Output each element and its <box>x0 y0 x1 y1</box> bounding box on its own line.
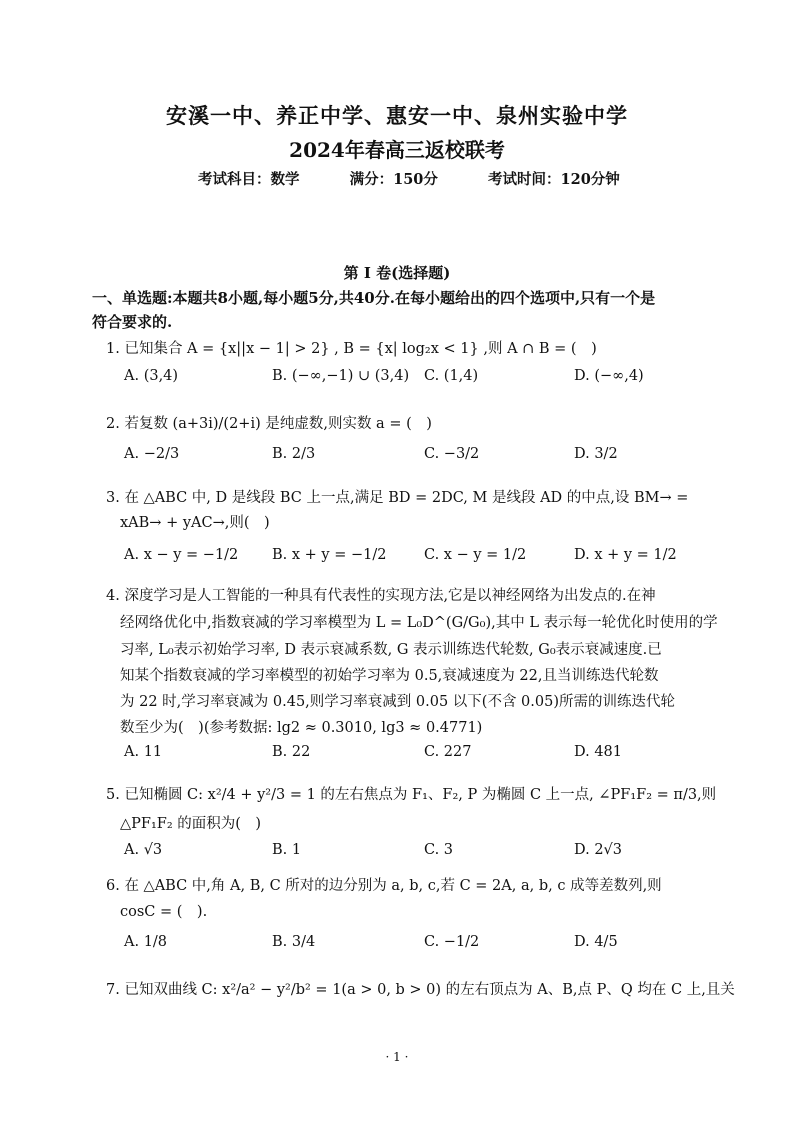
question-4-stem-3: 习率, L₀表示初始学习率, D 表示衰减系数, G 表示训练迭代轮数, G₀表示衰减速度.已 <box>120 642 662 658</box>
question-4-option-a: A. 11 <box>124 744 163 760</box>
question-3-stem: 3. 在 △ABC 中, D 是线段 BC 上一点,满足 BD = 2DC, M 是线段 AD 的中点,设 BM→ = <box>106 490 689 506</box>
question-4-stem-1: 4. 深度学习是人工智能的一种具有代表性的实现方法,它是以神经网络为出发点的.在神 <box>106 588 656 604</box>
question-5-option-c: C. 3 <box>424 842 454 858</box>
question-3-option-d: D. x + y = 1/2 <box>574 547 677 563</box>
question-1-option-b: B. (−∞,−1) ∪ (3,4) <box>272 368 410 384</box>
section-heading-cont: 符合要求的. <box>92 313 173 331</box>
part-title: 第 I 卷(选择题) <box>343 264 451 282</box>
question-6-option-d: D. 4/5 <box>574 934 618 950</box>
exam-meta <box>198 168 620 189</box>
question-1-option-d: D. (−∞,4) <box>574 368 644 384</box>
question-4-option-c: C. 227 <box>424 744 472 760</box>
question-6-stem: 6. 在 △ABC 中,角 A, B, C 所对的边分别为 a, b, c,若 C = 2A, a, b, c 成等差数列,则 <box>106 878 662 894</box>
question-4-stem-2: 经网络优化中,指数衰减的学习率模型为 L = L₀D^(G/G₀),其中 L 表示每一轮优化时使用的学 <box>120 615 718 631</box>
question-3-option-c: C. x − y = 1/2 <box>424 547 527 563</box>
question-6-option-a: A. 1/8 <box>124 934 168 950</box>
question-2-option-b: B. 2/3 <box>272 446 316 462</box>
question-4-stem-6: 数至少为( )(参考数据: lg2 ≈ 0.3010, lg3 ≈ 0.4771) <box>120 720 483 736</box>
exam-full-score: 满分：150分 <box>349 171 438 188</box>
question-3-stem-cont: xAB→ + yAC→,则( ) <box>120 515 270 531</box>
section-heading: 一、单选题:本题共8小题,每小题5分,共40分.在每小题给出的四个选项中,只有一个是 <box>92 289 656 307</box>
question-4-stem-4: 知某个指数衰减的学习率模型的初始学习率为 0.5,衰减速度为 22,且当训练迭代轮数 <box>120 668 659 684</box>
question-6-option-c: C. −1/2 <box>424 934 480 950</box>
question-2-option-c: C. −3/2 <box>424 446 480 462</box>
question-2-stem: 2. 若复数 (a+3i)/(2+i) 是纯虚数,则实数 a = ( ) <box>106 416 432 432</box>
question-6-stem-cont: cosC = ( ). <box>120 904 208 920</box>
exam-title: 2024年春高三返校联考 <box>289 138 505 162</box>
question-4-option-b: B. 22 <box>272 744 311 760</box>
question-5-option-a: A. √3 <box>124 842 163 858</box>
question-7-stem: 7. 已知双曲线 C: x²/a² − y²/b² = 1(a > 0, b > 0) 的左右顶点为 A、B,点 P、Q 均在 C 上,且关 <box>106 982 735 998</box>
question-2-option-a: A. −2/3 <box>124 446 180 462</box>
question-6-option-b: B. 3/4 <box>272 934 316 950</box>
exam-time: 考试时间：120分钟 <box>488 171 620 188</box>
question-2-option-d: D. 3/2 <box>574 446 618 462</box>
school-names-title: 安溪一中、养正中学、惠安一中、泉州实验中学 <box>166 103 628 128</box>
question-5-stem-cont: △PF₁F₂ 的面积为( ) <box>120 816 262 832</box>
exam-subject: 考试科目：数学 <box>198 171 300 188</box>
question-5-stem: 5. 已知椭圆 C: x²/4 + y²/3 = 1 的左右焦点为 F₁、F₂, P 为椭圆 C 上一点, ∠PF₁F₂ = π/3,则 <box>106 787 717 803</box>
question-1-option-c: C. (1,4) <box>424 368 479 384</box>
question-4-stem-5: 为 22 时,学习率衰减为 0.45,则学习率衰减到 0.05 以下(不含 0.05)所需的训练迭代轮 <box>120 694 675 710</box>
question-3-option-a: A. x − y = −1/2 <box>124 547 239 563</box>
question-5-option-b: B. 1 <box>272 842 302 858</box>
question-4-option-d: D. 481 <box>574 744 623 760</box>
page-number: · 1 · <box>385 1050 409 1064</box>
question-1-stem: 1. 已知集合 A = {x||x − 1| > 2} , B = {x| log₂x < 1} ,则 A ∩ B = ( ) <box>106 341 597 357</box>
question-5-option-d: D. 2√3 <box>574 842 623 858</box>
question-1-option-a: A. (3,4) <box>124 368 179 384</box>
question-3-option-b: B. x + y = −1/2 <box>272 547 387 563</box>
